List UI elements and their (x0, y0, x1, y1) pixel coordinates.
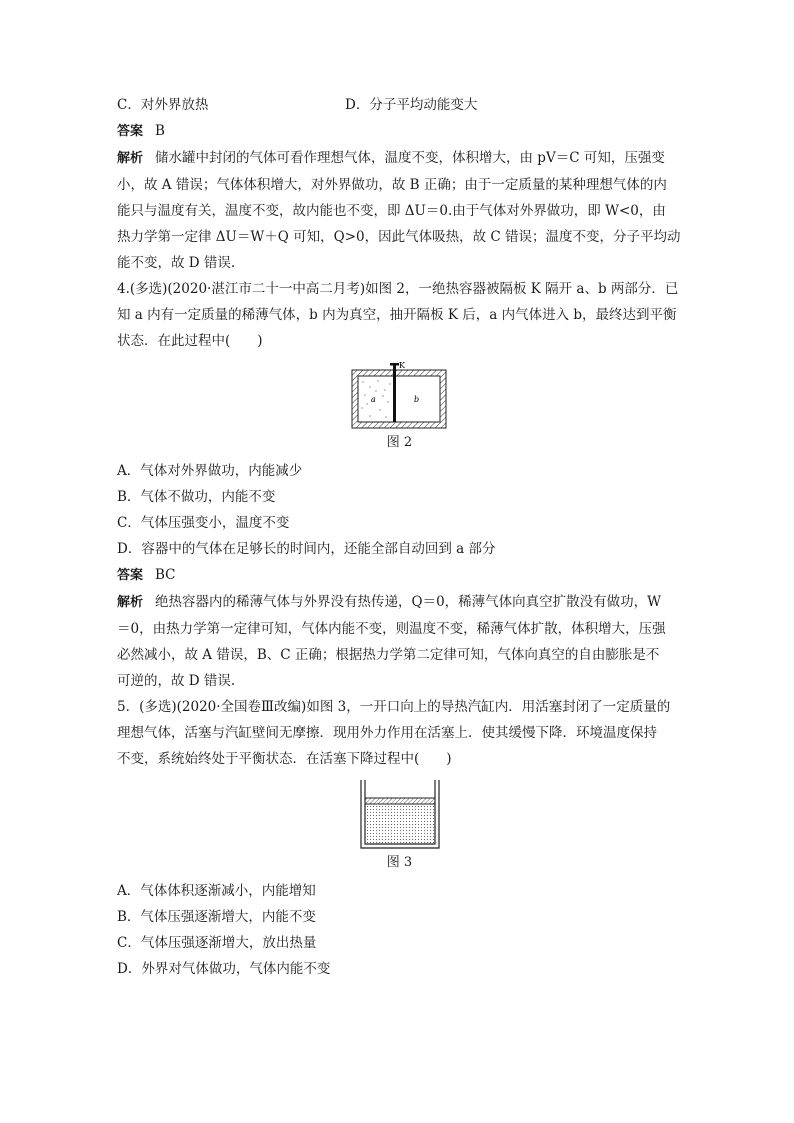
stem-line: 理想气体，活塞与汽缸壁间无摩擦．现用外力作用在活塞上．使其缓慢下降．环境温度保持 (117, 725, 657, 741)
figure-caption: 图 3 (386, 855, 413, 870)
answer-label: 答案 (117, 568, 144, 583)
analysis-line: 绝热容器内的稀薄气体与外界没有热传递，Q＝0，稀薄气体向真空扩散没有做功，W (155, 594, 662, 610)
analysis-line: 热力学第一定律 ΔU＝W＋Q 可知，Q>0，因此气体吸热，故 C 错误；温度不变，分子平均动 (117, 229, 681, 245)
q3-analysis (117, 145, 682, 276)
analysis-line: ＝0，由热力学第一定律可知，气体内能不变，则温度不变，稀薄气体扩散，体积增大，压强 (117, 621, 666, 637)
option-c: C．气体压强变小，温度不变 (117, 515, 290, 531)
stem-line: 5．(多选)(2020·全国卷Ⅲ改编)如图 3，一开口向上的导热汽缸内．用活塞封闭了一定质量的 (117, 699, 671, 715)
analysis-line: 能只与温度有关，温度不变，故内能也不变，即 ΔU＝0.由于气体对外界做功，即 W<0，由 (117, 203, 666, 219)
answer-value: BC (155, 567, 176, 583)
q3-options-row (117, 92, 682, 118)
stem-line: 4.(多选)(2020·湛江市二十一中高二月考)如图 2，一绝热容器被隔板 K 隔开 a、b 两部分．已 (117, 281, 679, 297)
stem-line: 状态．在此过程中( ) (117, 333, 263, 349)
answer-label: 答案 (117, 124, 144, 139)
q4-analysis (117, 589, 682, 694)
option-d: D．容器中的气体在足够长的时间内，还能全部自动回到 a 部分 (117, 541, 496, 557)
label-a: a (370, 395, 376, 404)
cylinder-piston-diagram (357, 778, 443, 850)
label-k: K (398, 361, 405, 370)
q5-options (117, 878, 682, 982)
analysis-line: 储水罐中封闭的气体可看作理想气体，温度不变，体积增大，由 pV＝C 可知，压强变 (155, 150, 665, 166)
option-b: B．气体不做功，内能不变 (117, 489, 276, 505)
analysis-line: 能不变，故 D 错误. (117, 255, 236, 271)
q3-option-c: C．对外界放热 (117, 97, 209, 113)
q4-answer (117, 562, 682, 589)
q3-answer (117, 118, 682, 145)
option-d: D．外界对气体做功，气体内能不变 (117, 961, 331, 977)
stem-line: 知 a 内有一定质量的稀薄气体，b 内为真空，抽开隔板 K 后，a 内气体进入 b，最终达到平衡 (117, 307, 677, 323)
option-b: B．气体压强逐渐增大，内能不变 (117, 909, 316, 925)
analysis-label: 解析 (117, 595, 144, 610)
q4-stem (117, 276, 682, 354)
document-page (117, 92, 682, 982)
q5-stem (117, 694, 682, 772)
analysis-label: 解析 (117, 151, 144, 166)
option-c: C．气体压强逐渐增大，放出热量 (117, 935, 317, 951)
option-a: A．气体体积逐渐减小，内能增知 (117, 883, 316, 899)
figure-3 (117, 778, 682, 874)
analysis-line: 必然减小，故 A 错误，B、C 正确；根据热力学第二定律可知，气体向真空的自由膨胀是不 (117, 647, 660, 663)
figure-2 (117, 360, 682, 454)
option-a: A．气体对外界做功，内能减少 (117, 463, 303, 479)
figure-caption: 图 2 (386, 435, 413, 450)
q3-option-d: D．分子平均动能变大 (345, 97, 478, 113)
analysis-line: 小，故 A 错误；气体体积增大，对外界做功，故 B 正确；由于一定质量的某种理想气体的内 (117, 177, 667, 193)
analysis-line: 可逆的，故 D 错误. (117, 673, 236, 689)
stem-line: 不变，系统始终处于平衡状态．在活塞下降过程中( ) (117, 751, 452, 767)
answer-value: B (155, 123, 165, 139)
label-b: b (413, 395, 419, 404)
insulated-container-diagram (350, 360, 450, 430)
q4-options (117, 458, 682, 562)
